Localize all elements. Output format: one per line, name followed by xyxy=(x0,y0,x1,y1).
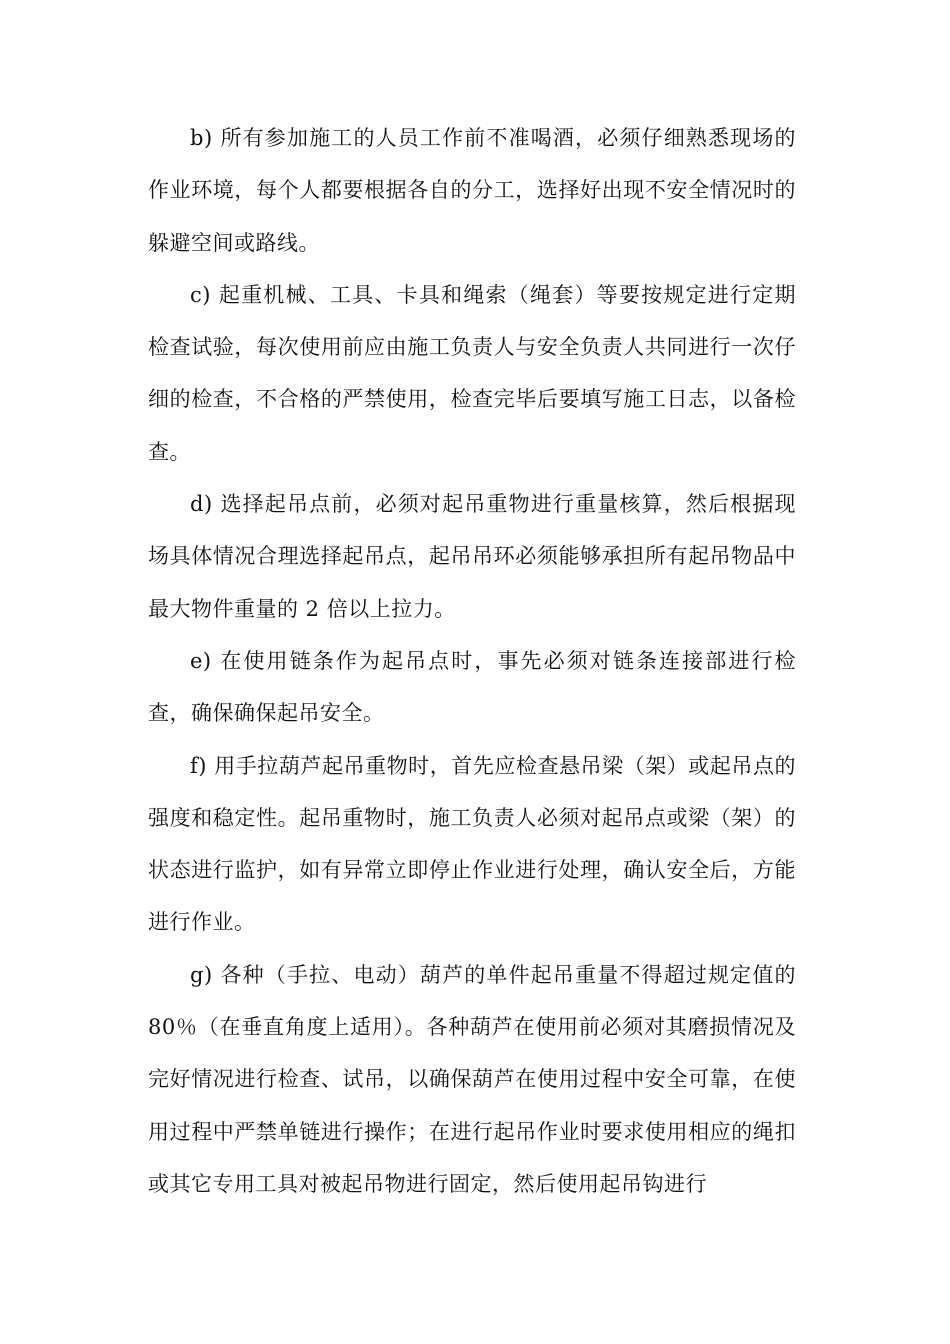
paragraph-f: f) 用手拉葫芦起吊重物时，首先应检查悬吊梁（架）或起吊点的强度和稳定性。起吊重物时，施工负责人必须对起吊点或梁（架）的状态进行监护，如有异常立即停止作业进行处理，确认安全后，方能进行作业。 xyxy=(148,753,796,935)
paragraph-e: e) 在使用链条作为起吊点时，事先必须对链条连接部进行检查，确保确保起吊安全。 xyxy=(148,648,796,726)
paragraph-g: g) 各种（手拉、电动）葫芦的单件起吊重量不得超过规定值的 80％（在垂直角度上适用）。各种葫芦在使用前必须对其磨损情况及完好情况进行检查、试吊，以确保葫芦在使用过程中安全可靠，在使用过程中严禁单链进行操作；在进行起吊作业时要求使用相应的绳扣或其它专用工具对被起吊物进行固定，然后使用起吊钩进行 xyxy=(148,962,796,1196)
paragraph-d: d) 选择起吊点前，必须对起吊重物进行重量核算，然后根据现场具体情况合理选择起吊点，起吊吊环必须能够承担所有起吊物品中最大物件重量的 2 倍以上拉力。 xyxy=(148,492,796,621)
paragraph-c: c) 起重机械、工具、卡具和绳索（绳套）等要按规定进行定期检查试验，每次使用前应由施工负责人与安全负责人共同进行一次仔细的检查，不合格的严禁使用，检查完毕后要填写施工日志，以备检查。 xyxy=(148,282,796,464)
document-body xyxy=(148,112,796,1210)
paragraph-b: b) 所有参加施工的人员工作前不准喝酒，必须仔细熟悉现场的作业环境，每个人都要根据各自的分工，选择好出现不安全情况时的躲避空间或路线。 xyxy=(148,126,796,255)
